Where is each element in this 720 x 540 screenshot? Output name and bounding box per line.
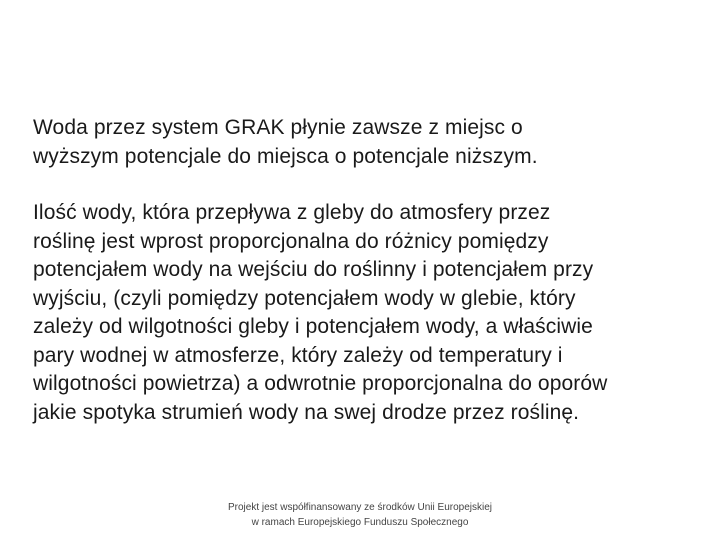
slide-content <box>33 114 713 427</box>
funding-footer: Projekt jest współfinansowany ze środków Unii Europejskiej w ramach Europejskiego Funduszu Społecznego <box>227 502 492 528</box>
paragraph-water-amount: Ilość wody, która przepływa z gleby do atmosfery przez roślinę jest wprost proporcjonalna do różnicy pomiędzy potencjałem wody na wejściu do roślinny i potencjałem przy wyjściu, (czyli pomiędzy potencjałem wody w glebie, który zależy od wilgotności gleby i potencjałem wody, a właściwie pary wodnej w atmosferze, który zależy od temperatury i wilgotności powietrza) a odwrotnie proporcjonalna do oporów jakie spotyka strumień wody na swej drodze przez roślinę. <box>33 201 608 424</box>
paragraph-water-flow: Woda przez system GRAK płynie zawsze z miejsc o wyższym potencjale do miejsca o potencjale niższym. <box>33 116 538 168</box>
